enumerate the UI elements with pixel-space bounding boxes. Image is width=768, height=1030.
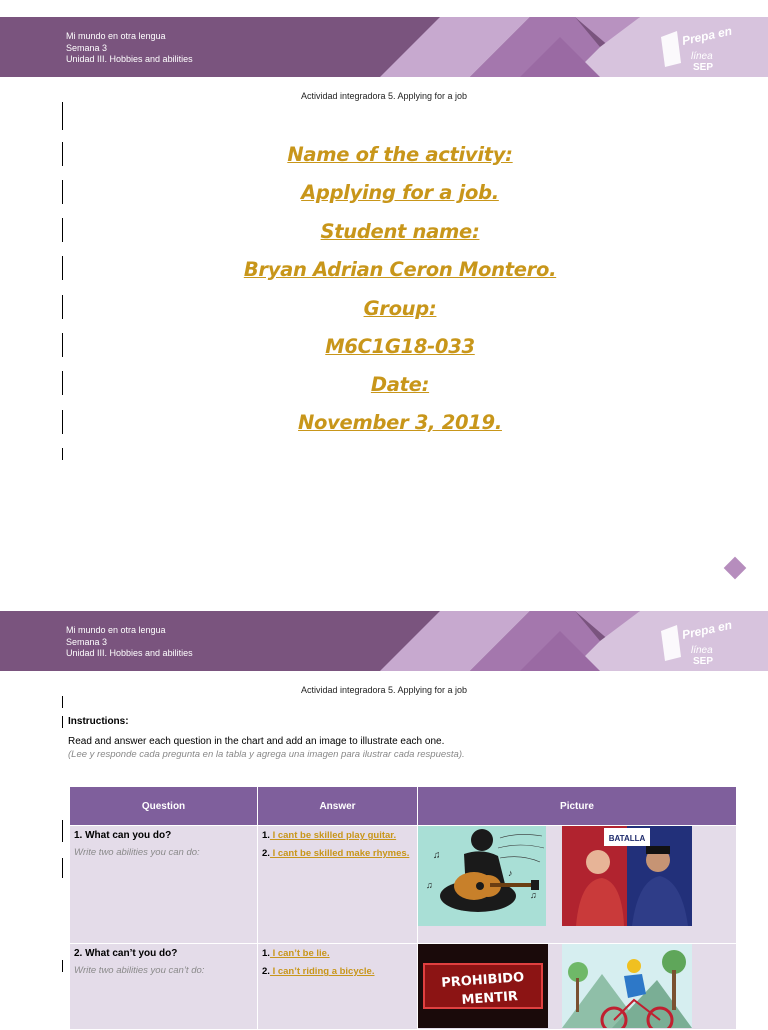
- header-text: [66, 625, 193, 660]
- answer-item: [262, 830, 413, 842]
- svg-text:línea: línea: [691, 51, 713, 62]
- answer-item: [262, 948, 413, 960]
- answer-number: 1.: [262, 948, 270, 959]
- question-hint: Write two abilities you can’t do:: [74, 965, 205, 976]
- svg-text:Prepa en: Prepa en: [680, 23, 734, 48]
- answer-text: I cant be skilled make rhymes.: [269, 848, 410, 859]
- activity-name-label: Name of the activity:: [287, 143, 513, 166]
- table-header-row: [70, 787, 737, 826]
- table-row: [70, 944, 737, 1030]
- guitar-player-image: [418, 826, 546, 926]
- svg-text:Prepa en: Prepa en: [680, 617, 734, 642]
- column-header-question: Question: [70, 787, 258, 826]
- answer-item: [262, 848, 413, 860]
- answer-text: I can’t riding a bicycle.: [269, 966, 375, 977]
- group-value: M6C1G18-033: [325, 335, 475, 358]
- answer-item: [262, 966, 413, 978]
- header-course: Mi mundo en otra lengua: [66, 31, 166, 41]
- page2-header-banner: [0, 611, 768, 671]
- instructions-text: Read and answer each question in the chart and add an image to illustrate each one.: [68, 736, 445, 747]
- table-row: [70, 826, 737, 944]
- prepa-en-linea-logo: [655, 23, 755, 73]
- answer-number: 2.: [262, 848, 270, 859]
- date-label: Date:: [370, 373, 430, 396]
- date-value: November 3, 2019.: [298, 411, 502, 434]
- svg-text:♪: ♪: [508, 868, 513, 878]
- svg-text:♫: ♫: [433, 850, 441, 861]
- picture-cell: [418, 826, 737, 944]
- page2-subtitle: Actividad integradora 5. Applying for a job: [300, 685, 468, 695]
- margin-bar: [62, 696, 63, 708]
- margin-bar: [62, 102, 63, 130]
- question-text: 1. What can you do?: [74, 830, 172, 841]
- svg-text:♫: ♫: [530, 890, 537, 900]
- header-week: Semana 3: [66, 636, 108, 647]
- rap-battle-image: [562, 826, 692, 926]
- margin-bar: [62, 858, 63, 878]
- picture-cell: [418, 944, 737, 1030]
- page-corner-diamond: [724, 557, 747, 580]
- activity-name-value: Applying for a job.: [301, 181, 499, 204]
- svg-text:PROHIBIDO: PROHIBIDO: [440, 970, 525, 991]
- student-name-label: Student name:: [320, 220, 480, 243]
- svg-text:línea: línea: [691, 645, 713, 656]
- column-header-picture: Picture: [418, 787, 737, 826]
- answer-cell: [258, 826, 418, 944]
- group-label: Group:: [363, 297, 437, 320]
- answer-number: 1.: [262, 830, 270, 841]
- instructions-title: Instructions:: [68, 716, 129, 727]
- page1-subtitle: Actividad integradora 5. Applying for a job: [300, 91, 468, 101]
- answer-cell: [258, 944, 418, 1030]
- question-cell: [70, 826, 258, 944]
- header-course: Mi mundo en otra lengua: [66, 625, 166, 635]
- cyclist-image: [562, 944, 692, 1028]
- prepa-en-linea-logo: [655, 617, 755, 667]
- instructions-translation: (Lee y responde cada pregunta en la tabla y agrega una imagen para ilustrar cada respuesta).: [68, 749, 465, 760]
- question-cell: [70, 944, 258, 1030]
- question-hint: Write two abilities you can do:: [74, 847, 200, 858]
- answer-number: 2.: [262, 966, 270, 977]
- header-unit: Unidad III. Hobbies and abilities: [66, 54, 193, 64]
- margin-bar: [62, 820, 63, 842]
- column-header-answer: Answer: [258, 787, 418, 826]
- answer-text: I cant be skilled play guitar.: [269, 830, 397, 841]
- answer-text: I can’t be lie.: [269, 948, 330, 959]
- header-unit: Unidad III. Hobbies and abilities: [66, 648, 193, 658]
- header-text: [66, 31, 193, 66]
- svg-text:♫: ♫: [426, 880, 433, 890]
- prohibido-mentir-image: [418, 944, 548, 1028]
- svg-text:MENTIR: MENTIR: [461, 989, 519, 1008]
- question-text: 2. What can’t you do?: [74, 948, 178, 959]
- svg-text:SEP: SEP: [693, 656, 714, 667]
- page1-header-banner: [0, 17, 768, 77]
- header-week: Semana 3: [66, 42, 108, 53]
- abilities-table: [69, 786, 737, 1030]
- svg-text:BATALLA: BATALLA: [608, 834, 646, 843]
- margin-bar: [62, 960, 63, 972]
- margin-bar: [62, 716, 63, 728]
- margin-bar: [62, 448, 63, 460]
- svg-text:SEP: SEP: [693, 62, 714, 73]
- student-name-value: Bryan Adrian Ceron Montero.: [243, 258, 557, 281]
